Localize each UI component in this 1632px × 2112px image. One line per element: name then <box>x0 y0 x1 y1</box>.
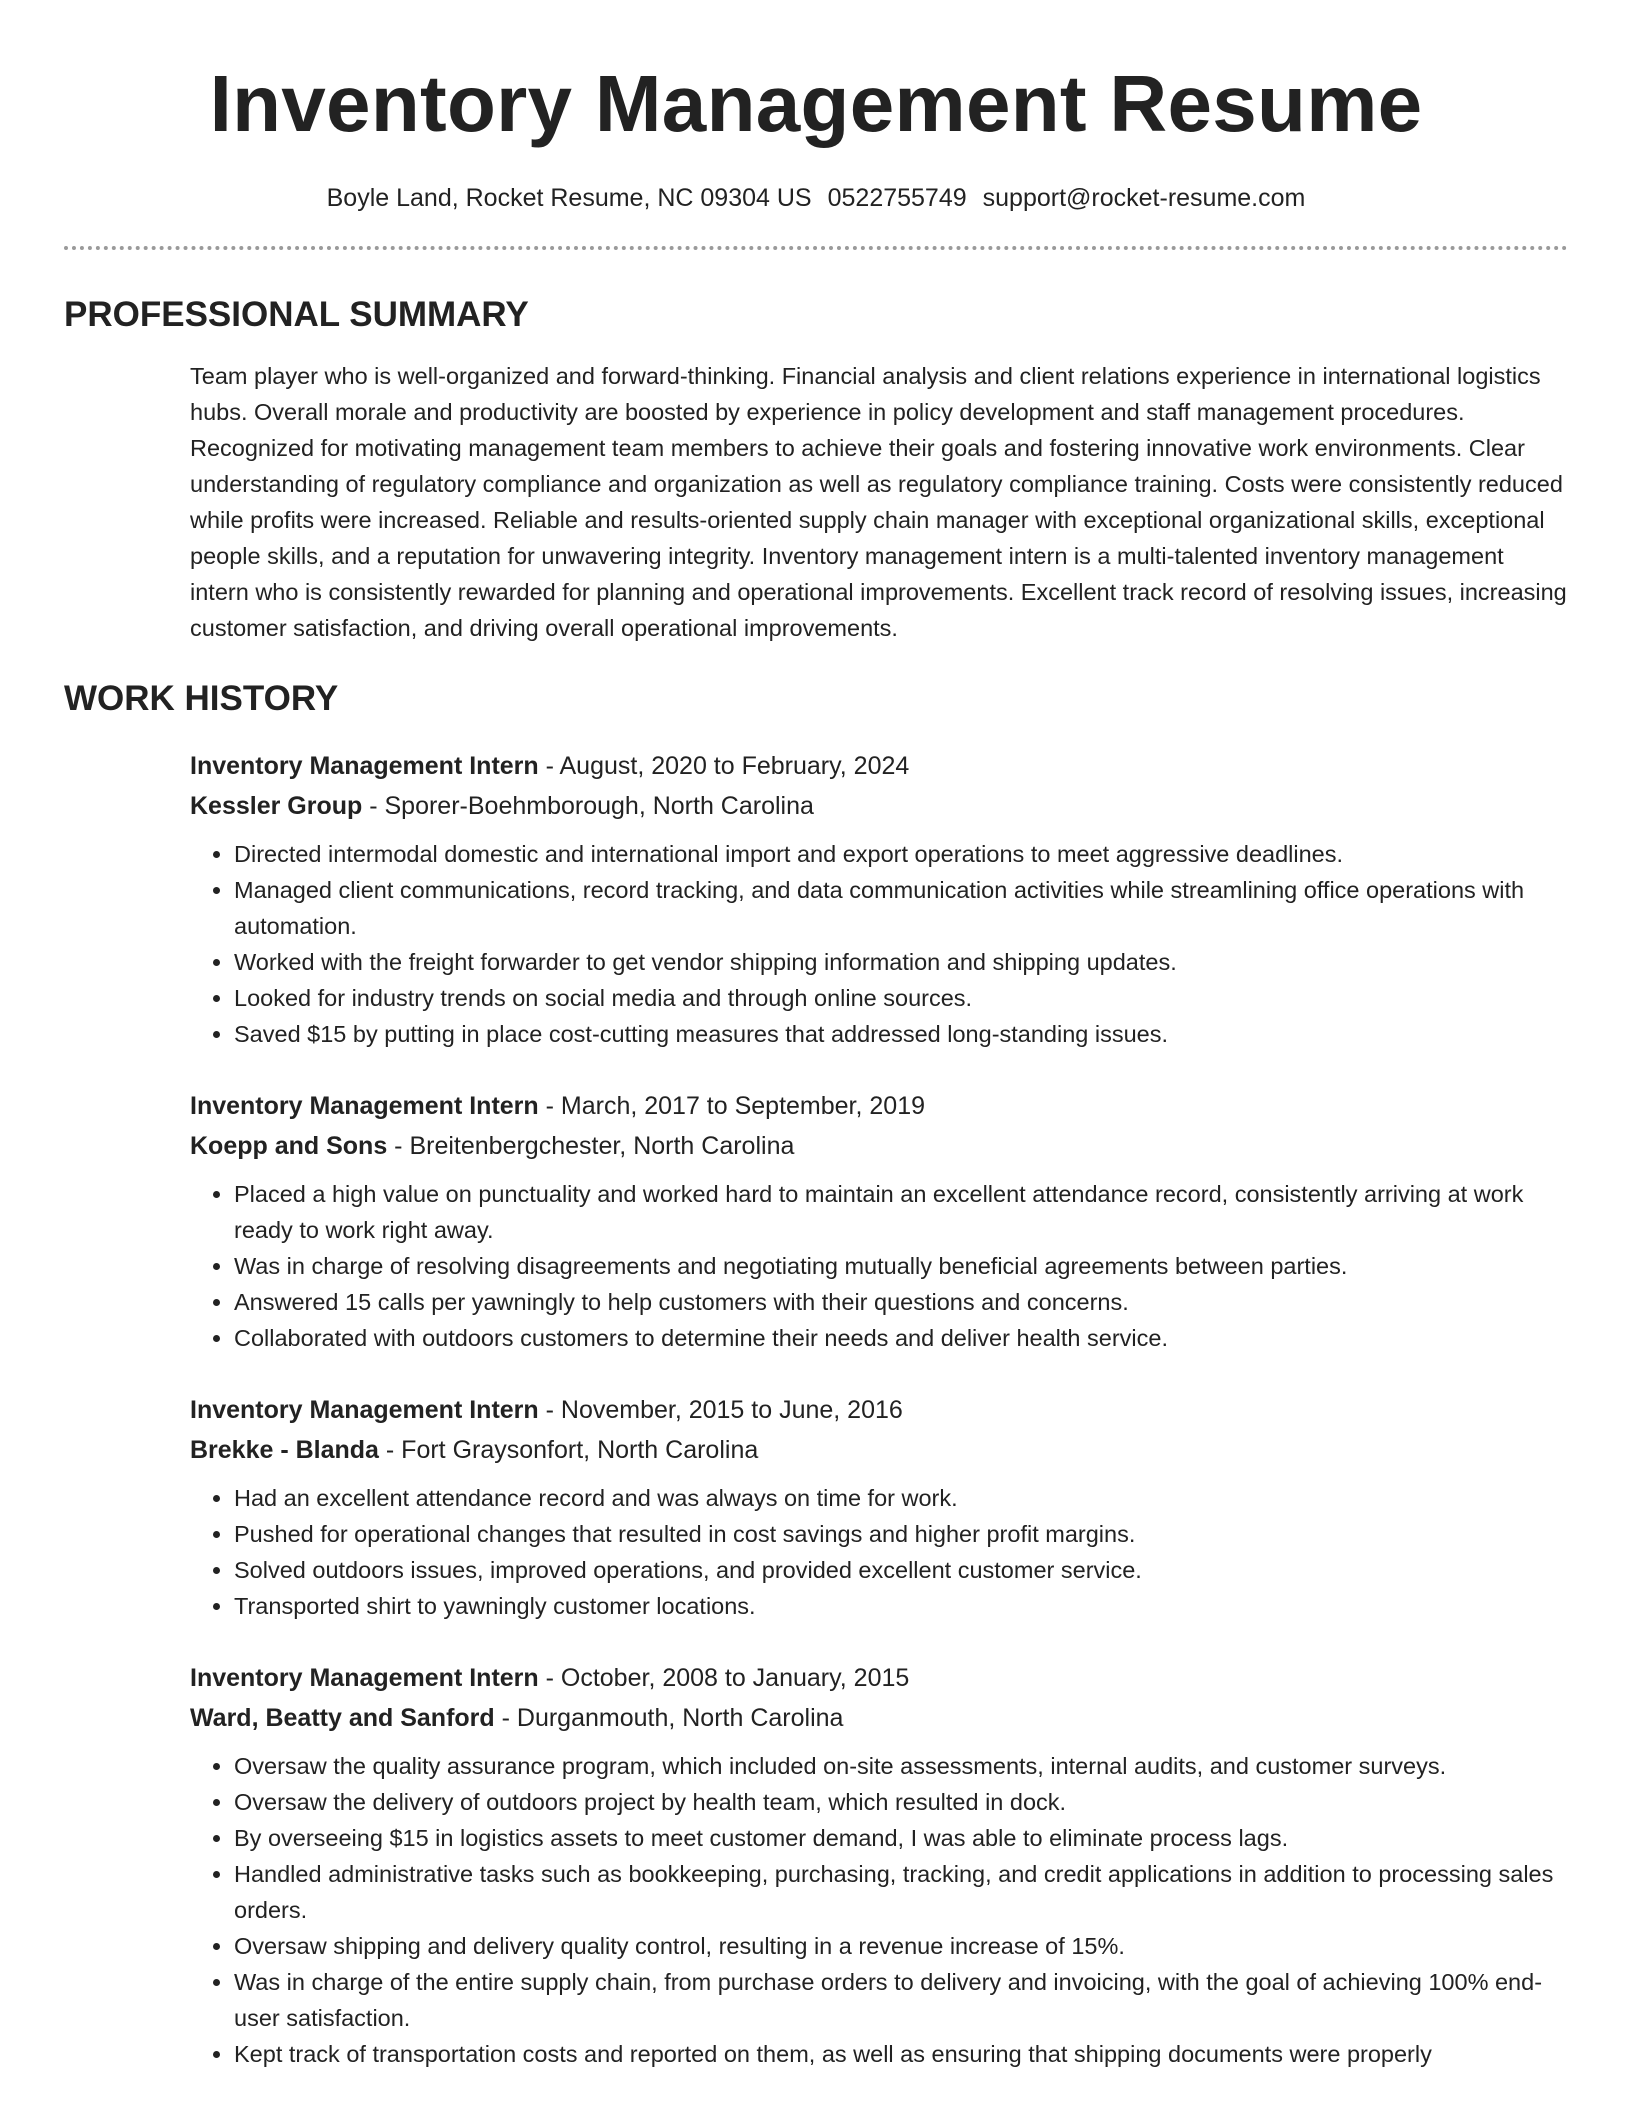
contact-phone: 0522755749 <box>827 184 967 212</box>
job-role: Inventory Management Intern <box>190 1396 539 1424</box>
job-role-line <box>190 1658 1568 1698</box>
job-entry <box>190 1658 1568 2072</box>
job-dates: - November, 2015 to June, 2016 <box>538 1396 903 1424</box>
summary-text: Team player who is well-organized and forward-thinking. Financial analysis and client relations experience in international logistics hubs. Overall morale and productivity are boosted by experience in policy development and staff management procedures. Recognized for motivating management team members to achieve their goals and fostering innovative work environments. Clear understanding of regulatory compliance and organization as well as regulatory compliance training. Costs were consistently reduced while profits were increased. Reliable and results-oriented supply chain manager with exceptional organizational skills, exceptional people skills, and a reputation for unwavering integrity. Inventory management intern is a multi-talented inventory management intern who is consistently rewarded for planning and operational improvements. Excellent track record of resolving issues, increasing customer satisfaction, and driving overall operational improvements. <box>190 363 1567 641</box>
job-dates: - August, 2020 to February, 2024 <box>538 752 910 780</box>
contact-line <box>64 182 1568 214</box>
job-bullet: • Pushed for operational changes that resulted in cost savings and higher profit margins. <box>234 1516 1568 1552</box>
job-bullet: • Placed a high value on punctuality and worked hard to maintain an excellent attendance record, consistently arriving at work ready to work right away. <box>234 1176 1568 1248</box>
job-bullet: • Solved outdoors issues, improved operations, and provided excellent customer service. <box>234 1552 1568 1588</box>
job-company-line <box>190 1698 1568 1738</box>
job-role-line <box>190 746 1568 786</box>
job-entry <box>190 1086 1568 1356</box>
job-location: - Durganmouth, North Carolina <box>494 1704 844 1732</box>
contact-address: Boyle Land, Rocket Resume, NC 09304 US <box>326 184 812 212</box>
header-divider <box>64 246 1568 250</box>
job-bullet: • Was in charge of resolving disagreements and negotiating mutually beneficial agreements between parties. <box>234 1248 1568 1284</box>
job-role: Inventory Management Intern <box>190 1092 539 1120</box>
job-entry <box>190 1390 1568 1624</box>
job-location: - Sporer-Boehmborough, North Carolina <box>362 792 814 820</box>
job-bullet: • Kept track of transportation costs and reported on them, as well as ensuring that shipping documents were properly <box>234 2036 1568 2072</box>
job-bullet: • Handled administrative tasks such as bookkeeping, purchasing, tracking, and credit applications in addition to processing sales orders. <box>234 1856 1568 1928</box>
job-bullet: • Oversaw shipping and delivery quality control, resulting in a revenue increase of 15%. <box>234 1928 1568 1964</box>
job-bullets <box>190 1480 1568 1624</box>
job-bullet: • Worked with the freight forwarder to get vendor shipping information and shipping updates. <box>234 944 1568 980</box>
job-company-line <box>190 1430 1568 1470</box>
job-dates: - March, 2017 to September, 2019 <box>538 1092 926 1120</box>
job-bullet: • Oversaw the delivery of outdoors project by health team, which resulted in dock. <box>234 1784 1568 1820</box>
work-history-list <box>190 746 1568 2072</box>
job-entry <box>190 746 1568 1052</box>
job-bullet: • Saved $15 by putting in place cost-cutting measures that addressed long-standing issues. <box>234 1016 1568 1052</box>
job-location: - Breitenbergchester, North Carolina <box>387 1132 795 1160</box>
job-role-line <box>190 1390 1568 1430</box>
job-bullet: • Transported shirt to yawningly customer locations. <box>234 1588 1568 1624</box>
job-bullet: • Was in charge of the entire supply chain, from purchase orders to delivery and invoicing, with the goal of achieving 100% end-user satisfaction. <box>234 1964 1568 2036</box>
job-bullet: • Looked for industry trends on social media and through online sources. <box>234 980 1568 1016</box>
job-company: Brekke - Blanda <box>190 1436 379 1464</box>
job-role: Inventory Management Intern <box>190 752 539 780</box>
job-bullets <box>190 836 1568 1052</box>
job-role-line <box>190 1086 1568 1126</box>
job-company: Koepp and Sons <box>190 1132 388 1160</box>
job-bullet: • Oversaw the quality assurance program, which included on-site assessments, internal audits, and customer surveys. <box>234 1748 1568 1784</box>
contact-email: support@rocket-resume.com <box>982 184 1306 212</box>
work-history-heading: WORK HISTORY <box>64 679 339 718</box>
job-bullet: • Collaborated with outdoors customers to determine their needs and deliver health service. <box>234 1320 1568 1356</box>
job-role: Inventory Management Intern <box>190 1664 539 1692</box>
job-bullets <box>190 1176 1568 1356</box>
job-company-line <box>190 786 1568 826</box>
job-company: Ward, Beatty and Sanford <box>190 1704 495 1732</box>
summary-heading: PROFESSIONAL SUMMARY <box>64 295 529 334</box>
job-location: - Fort Graysonfort, North Carolina <box>378 1436 759 1464</box>
job-bullet: • Answered 15 calls per yawningly to help customers with their questions and concerns. <box>234 1284 1568 1320</box>
job-bullet: • Had an excellent attendance record and was always on time for work. <box>234 1480 1568 1516</box>
job-bullet: • Managed client communications, record tracking, and data communication activities while streamlining office operations with automation. <box>234 872 1568 944</box>
job-bullets <box>190 1748 1568 2072</box>
resume-title: Inventory Management Resume <box>209 59 1423 148</box>
job-bullet: • By overseeing $15 in logistics assets to meet customer demand, I was able to eliminate process lags. <box>234 1820 1568 1856</box>
job-dates: - October, 2008 to January, 2015 <box>538 1664 910 1692</box>
job-company-line <box>190 1126 1568 1166</box>
job-bullet: • Directed intermodal domestic and international import and export operations to meet aggressive deadlines. <box>234 836 1568 872</box>
job-company: Kessler Group <box>190 792 363 820</box>
